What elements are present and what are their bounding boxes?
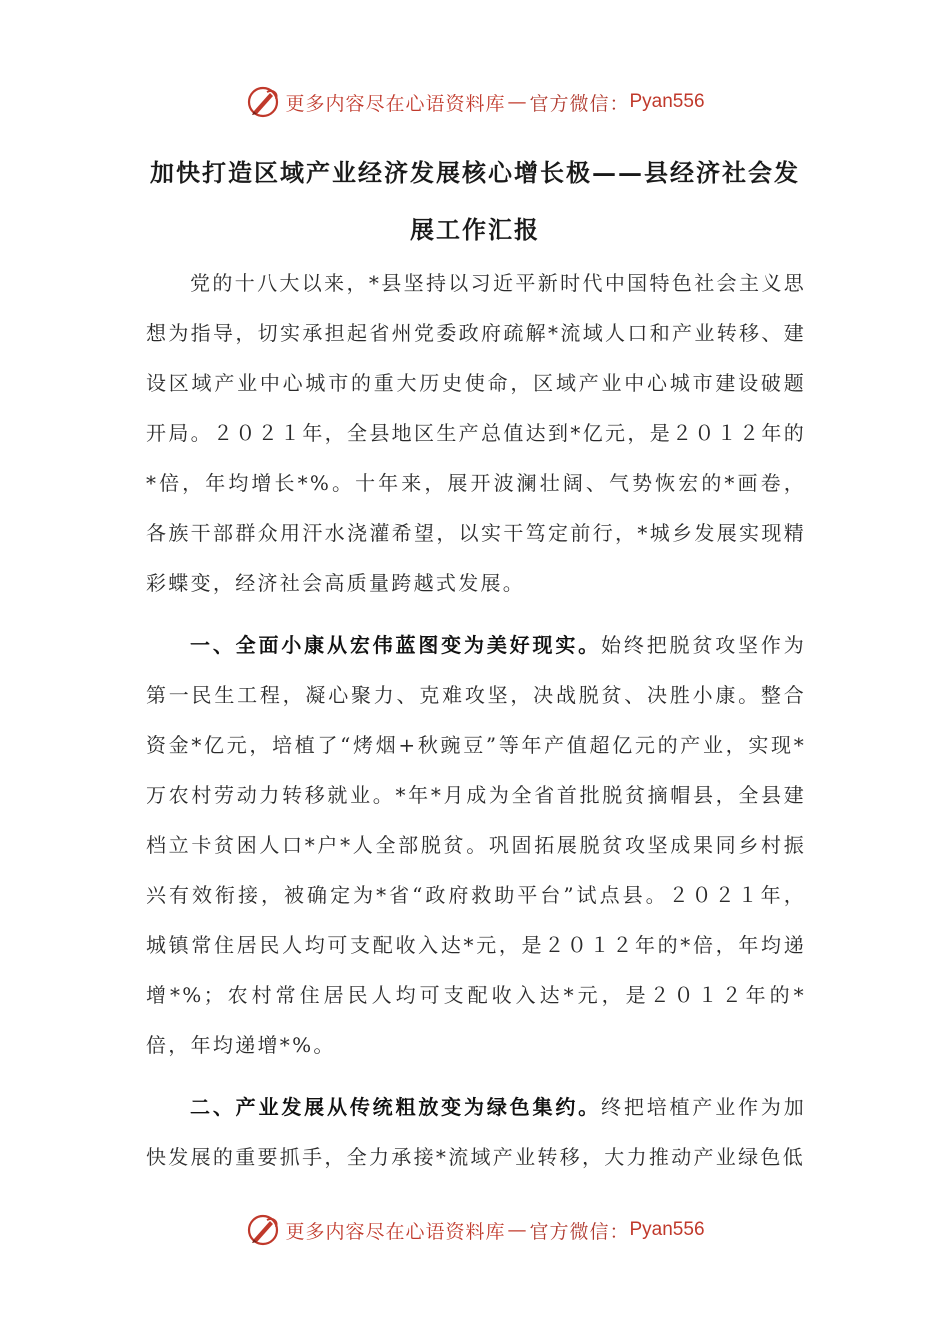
watermark-separator: — xyxy=(507,91,528,113)
watermark-wechat-id: Pyan556 xyxy=(629,91,705,112)
document-title xyxy=(140,144,810,258)
pen-logo-icon xyxy=(245,1212,281,1248)
watermark-wechat-label: 官方微信： xyxy=(529,1220,630,1243)
section-2-heading: 二、产业发展从传统粗放变为绿色集约。 xyxy=(190,1095,602,1119)
section-2-paragraph xyxy=(146,1082,806,1182)
section-1-paragraph xyxy=(146,620,806,1070)
title-line-1: 加快打造区域产业经济发展核心增长极——县经济社会发 xyxy=(150,158,800,187)
watermark-brand: 更多内容尽在心语资料库 xyxy=(285,92,506,115)
watermark-wechat-id: Pyan556 xyxy=(629,1219,705,1240)
section-1-heading: 一、全面小康从宏伟蓝图变为美好现实。 xyxy=(190,633,602,657)
watermark-wechat-label: 官方微信： xyxy=(529,92,630,115)
pen-logo-icon xyxy=(245,84,281,120)
watermark-footer xyxy=(0,1210,950,1250)
watermark-separator: — xyxy=(507,1219,528,1241)
watermark-brand: 更多内容尽在心语资料库 xyxy=(285,1220,506,1243)
section-2-body: 终把培植产业作为加快发展的重要抓手，全力承接*流域产业转移，大力推动产业绿色低 xyxy=(146,1095,807,1169)
title-line-2: 展工作汇报 xyxy=(410,215,540,244)
intro-paragraph: 党的十八大以来，*县坚持以习近平新时代中国特色社会主义思想为指导，切实承担起省州党委政府疏解*流域人口和产业转移、建设区域产业中心城市的重大历史使命，区域产业中心城市建设破题开局。２０２１年，全县地区生产总值达到*亿元，是２０１２年的*倍，年均增长*%。十年来，展开波澜壮阔、气势恢宏的*画卷，各族干部群众用汗水浇灌希望，以实干笃定前行，*城乡发展实现精彩蝶变，经济社会高质量跨越式发展。 xyxy=(146,271,806,595)
section-1-body: 始终把脱贫攻坚作为第一民生工程，凝心聚力、克难攻坚，决战脱贫、决胜小康。整合资金*亿元，培植了“烤烟+秋豌豆”等年产值超亿元的产业，实现*万农村劳动力转移就业。*年*月成为全省首批脱贫摘帽县，全县建档立卡贫困人口*户*人全部脱贫。巩固拓展脱贫攻坚成果同乡村振兴有效衔接，被确定为*省“政府救助平台”试点县。２０２１年，城镇常住居民人均可支配收入达*元，是２０１２年的*倍，年均递增*%；农村常住居民人均可支配收入达*元，是２０１２年的*倍，年均递增*%。 xyxy=(146,633,807,1057)
watermark-header xyxy=(0,82,950,122)
